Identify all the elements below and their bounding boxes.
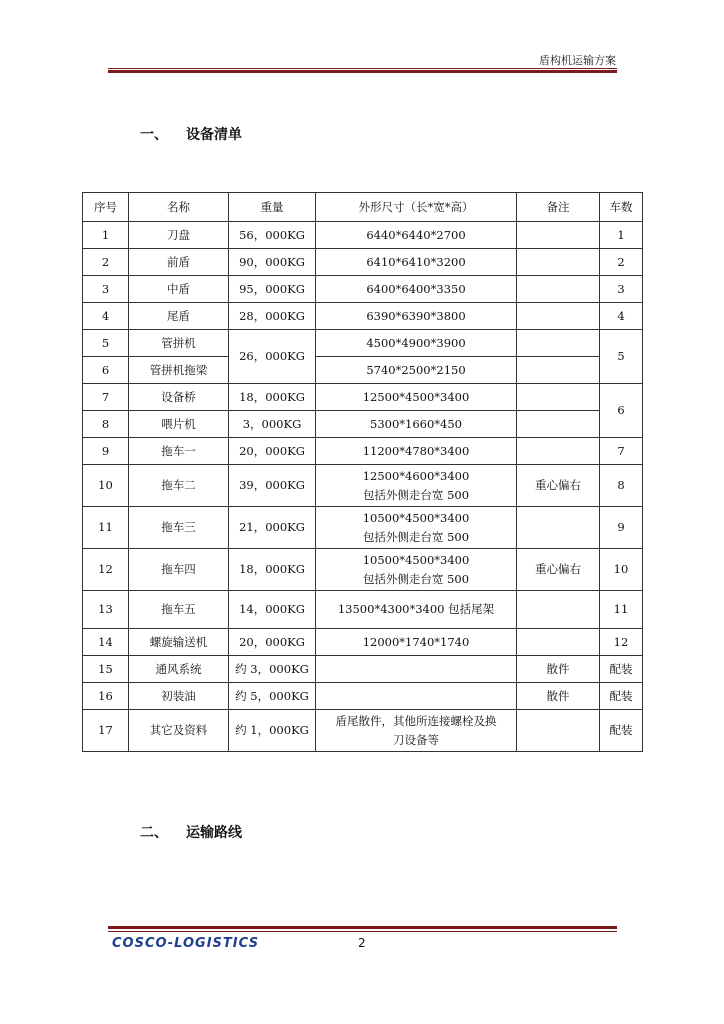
cell-dimensions: 4500*4900*3900	[316, 330, 517, 357]
cell-dimensions: 12000*1740*1740	[316, 629, 517, 656]
cell-cars: 11	[600, 591, 643, 629]
cell-no: 5	[83, 330, 129, 357]
section-heading-equipment	[140, 124, 242, 144]
cell-dimensions: 6400*6400*3350	[316, 276, 517, 303]
cell-weight: 约 1，000KG	[229, 710, 316, 752]
cell-note	[517, 357, 600, 384]
cell-note	[517, 507, 600, 549]
cell-weight: 20，000KG	[229, 438, 316, 465]
cell-name: 前盾	[129, 249, 229, 276]
cell-name: 喂片机	[129, 411, 229, 438]
cell-cars: 9	[600, 507, 643, 549]
table-row	[83, 683, 643, 710]
cell-note: 重心偏右	[517, 465, 600, 507]
cell-no: 9	[83, 438, 129, 465]
table-row	[83, 357, 643, 384]
header-cell-name: 名称	[129, 193, 229, 222]
cell-weight: 约 5，000KG	[229, 683, 316, 710]
header-cell-weight: 重量	[229, 193, 316, 222]
cell-note	[517, 411, 600, 438]
cell-note	[517, 249, 600, 276]
cell-dimensions: 5300*1660*450	[316, 411, 517, 438]
cell-note	[517, 222, 600, 249]
cell-no: 14	[83, 629, 129, 656]
page-number: 2	[358, 936, 366, 950]
cell-cars: 配装	[600, 683, 643, 710]
cell-dimensions: 6440*6440*2700	[316, 222, 517, 249]
cell-dimensions	[316, 465, 517, 507]
table-header-row	[83, 193, 643, 222]
cell-dimensions: 6390*6390*3800	[316, 303, 517, 330]
cell-dimensions: 12500*4500*3400	[316, 384, 517, 411]
table-row	[83, 656, 643, 683]
table-row	[83, 276, 643, 303]
cell-dimensions	[316, 507, 517, 549]
cell-cars: 配装	[600, 710, 643, 752]
footer-rule-thick	[108, 926, 617, 929]
cell-no: 17	[83, 710, 129, 752]
cell-note	[517, 629, 600, 656]
cell-dimensions	[316, 683, 517, 710]
cell-name: 拖车三	[129, 507, 229, 549]
cell-no: 7	[83, 384, 129, 411]
cell-no: 13	[83, 591, 129, 629]
cell-note	[517, 710, 600, 752]
table-row	[83, 549, 643, 591]
dimension-line: 包括外侧走台宽 500	[362, 529, 470, 544]
table-row	[83, 710, 643, 752]
equipment-table	[82, 192, 643, 752]
cell-no: 16	[83, 683, 129, 710]
cell-weight: 18，000KG	[229, 549, 316, 591]
cell-cars: 5	[600, 330, 643, 384]
cell-weight: 约 3，000KG	[229, 656, 316, 683]
cell-dimensions: 6410*6410*3200	[316, 249, 517, 276]
cell-weight: 28，000KG	[229, 303, 316, 330]
dimension-line: 包括外侧走台宽 500	[362, 571, 470, 586]
dimension-line: 12500*4600*3400	[362, 468, 470, 483]
cell-dimensions: 5740*2500*2150	[316, 357, 517, 384]
table-row	[83, 438, 643, 465]
cell-note	[517, 384, 600, 411]
table-row	[83, 507, 643, 549]
page-header-title: 盾构机运输方案	[539, 54, 616, 67]
cell-no: 3	[83, 276, 129, 303]
cell-weight: 21，000KG	[229, 507, 316, 549]
section-title: 设备清单	[186, 127, 242, 143]
cell-weight: 3，000KG	[229, 411, 316, 438]
cell-note: 重心偏右	[517, 549, 600, 591]
cell-note	[517, 591, 600, 629]
dimension-line: 10500*4500*3400	[362, 552, 470, 567]
cell-name: 通风系统	[129, 656, 229, 683]
cell-name: 拖车四	[129, 549, 229, 591]
footer-rule-thin	[108, 931, 617, 932]
cell-cars: 8	[600, 465, 643, 507]
cell-note: 散件	[517, 656, 600, 683]
table-row	[83, 303, 643, 330]
cell-cars: 7	[600, 438, 643, 465]
cell-note	[517, 276, 600, 303]
cell-dimensions	[316, 549, 517, 591]
cell-weight: 39，000KG	[229, 465, 316, 507]
footer-logo: COSCO-LOGISTICS	[112, 936, 260, 951]
dimension-line: 盾尾散件，其他所连接螺栓及换	[335, 713, 497, 728]
cell-cars: 2	[600, 249, 643, 276]
cell-no: 10	[83, 465, 129, 507]
cell-no: 12	[83, 549, 129, 591]
cell-name: 螺旋输送机	[129, 629, 229, 656]
cell-weight: 14，000KG	[229, 591, 316, 629]
cell-name: 尾盾	[129, 303, 229, 330]
cell-name: 拖车五	[129, 591, 229, 629]
table-row	[83, 465, 643, 507]
table-row	[83, 222, 643, 249]
table-row	[83, 629, 643, 656]
cell-no: 8	[83, 411, 129, 438]
cell-name: 中盾	[129, 276, 229, 303]
cell-dimensions: 13500*4300*3400 包括尾架	[316, 591, 517, 629]
header-rule-thick	[108, 70, 617, 73]
header-cell-note: 备注	[517, 193, 600, 222]
cell-note	[517, 303, 600, 330]
table-row	[83, 384, 643, 411]
cell-no: 4	[83, 303, 129, 330]
cell-weight: 56，000KG	[229, 222, 316, 249]
section-heading-transport-route	[140, 822, 242, 842]
cell-weight: 20，000KG	[229, 629, 316, 656]
cell-note	[517, 330, 600, 357]
cell-no: 15	[83, 656, 129, 683]
header-cell-cars: 车数	[600, 193, 643, 222]
cell-note	[517, 438, 600, 465]
cell-name: 管拼机	[129, 330, 229, 357]
cell-cars: 4	[600, 303, 643, 330]
cell-name: 管拼机拖梁	[129, 357, 229, 384]
table-row	[83, 411, 643, 438]
header-rule-thin	[108, 68, 617, 69]
cell-name: 拖车一	[129, 438, 229, 465]
section-number: 一、	[140, 127, 168, 143]
dimension-line: 包括外侧走台宽 500	[362, 487, 470, 502]
cell-name: 其它及资料	[129, 710, 229, 752]
dimension-line: 刀设备等	[393, 732, 439, 747]
cell-dimensions: 11200*4780*3400	[316, 438, 517, 465]
header-cell-dimensions: 外形尺寸（长*宽*高）	[316, 193, 517, 222]
section-number: 二、	[140, 825, 168, 841]
cell-cars: 配装	[600, 656, 643, 683]
cell-name: 初装油	[129, 683, 229, 710]
cell-cars: 12	[600, 629, 643, 656]
cell-no: 2	[83, 249, 129, 276]
cell-cars: 3	[600, 276, 643, 303]
cell-cars: 10	[600, 549, 643, 591]
cell-cars: 1	[600, 222, 643, 249]
cell-name: 拖车二	[129, 465, 229, 507]
cell-weight: 90，000KG	[229, 249, 316, 276]
cell-dimensions	[316, 656, 517, 683]
table-row	[83, 249, 643, 276]
table-row	[83, 591, 643, 629]
cell-note: 散件	[517, 683, 600, 710]
table-row	[83, 330, 643, 357]
cell-no: 6	[83, 357, 129, 384]
cell-weight: 18，000KG	[229, 384, 316, 411]
cell-weight: 95，000KG	[229, 276, 316, 303]
cell-dimensions	[316, 710, 517, 752]
cell-no: 1	[83, 222, 129, 249]
dimension-line: 10500*4500*3400	[362, 510, 470, 525]
section-title: 运输路线	[186, 825, 242, 841]
cell-no: 11	[83, 507, 129, 549]
header-cell-no: 序号	[83, 193, 129, 222]
cell-weight: 26，000KG	[229, 330, 316, 384]
cell-name: 设备桥	[129, 384, 229, 411]
cell-cars: 6	[600, 384, 643, 438]
cell-name: 刀盘	[129, 222, 229, 249]
